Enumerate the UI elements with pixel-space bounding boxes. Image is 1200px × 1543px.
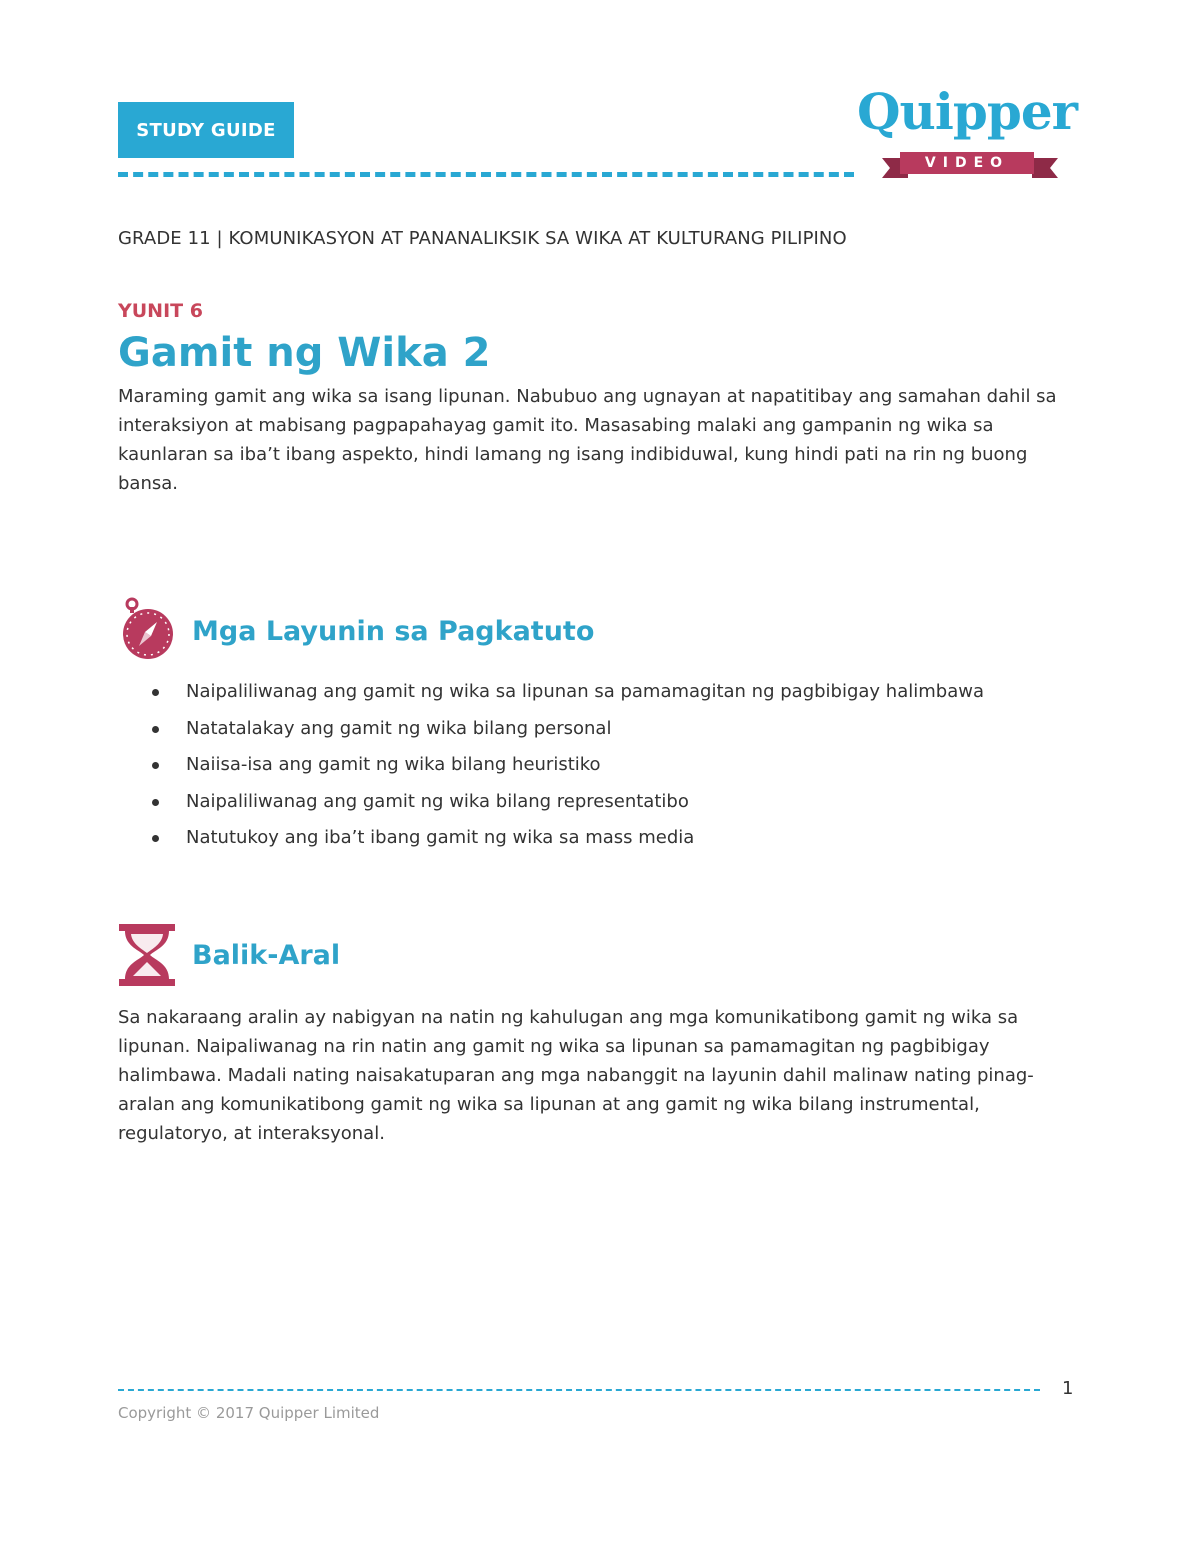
copyright-notice: Copyright © 2017 Quipper Limited (118, 1404, 380, 1422)
review-heading: Balik-Aral (192, 940, 341, 971)
bullet-icon (152, 799, 159, 806)
study-guide-badge: STUDY GUIDE (118, 102, 294, 158)
bullet-icon (152, 689, 159, 696)
unit-label: YUNIT 6 (118, 300, 203, 322)
list-item: Natatalakay ang gamit ng wika bilang personal (150, 713, 1080, 750)
bullet-icon (152, 762, 159, 769)
list-item: Naipaliliwanag ang gamit ng wika bilang representatibo (150, 786, 1080, 823)
logo-wordmark: Quipper (857, 82, 1077, 141)
logo-ribbon-tail-right (1032, 158, 1058, 178)
page-number: 1 (1062, 1378, 1074, 1399)
quipper-video-logo (848, 82, 1086, 188)
objectives-list (150, 676, 1080, 859)
intro-paragraph: Maraming gamit ang wika sa isang lipunan. Nabubuo ang ugnayan at napatitibay ang samahan dahil sa interaksiyon at mabisang pagpapahayag gamit ito. Masasabing malaki ang gampanin ng wika sa kaunlaran sa iba’t ibang aspekto, hindi lamang ng isang indibiduwal, kung hindi pati na rin ng buong bansa. (118, 386, 1057, 494)
hourglass-icon (117, 922, 177, 988)
list-item: Natutukoy ang iba’t ibang gamit ng wika sa mass media (150, 822, 1080, 859)
footer-divider (118, 1389, 1040, 1391)
objectives-heading: Mga Layunin sa Pagkatuto (192, 616, 595, 647)
list-item: Naiisa-isa ang gamit ng wika bilang heuristiko (150, 749, 1080, 786)
header-divider (118, 172, 854, 177)
logo-ribbon: VIDEO (900, 152, 1034, 174)
course-subtitle: GRADE 11 | KOMUNIKASYON AT PANANALIKSIK SA WIKA AT KULTURANG PILIPINO (118, 228, 847, 249)
compass-icon (117, 596, 177, 662)
bullet-icon (152, 726, 159, 733)
review-paragraph: Sa nakaraang aralin ay nabigyan na natin ng kahulugan ang mga komunikatibong gamit ng wika sa lipunan. Naipaliwanag na rin natin ang gamit ng wika sa lipunan sa pamamagitan ng pagbibigay halimbawa. Madali nating naisakatuparan ang mga nabanggit na layunin dahil malinaw nating pinag-aralan ang komunikatibong gamit ng wika sa lipunan at ang gamit ng wika bilang instrumental, regulatoryo, at interaksyonal. (118, 1007, 1034, 1144)
page-title: Gamit ng Wika 2 (118, 330, 491, 376)
bullet-icon (152, 835, 159, 842)
list-item: Naipaliliwanag ang gamit ng wika sa lipunan sa pamamagitan ng pagbibigay halimbawa (150, 676, 1080, 713)
